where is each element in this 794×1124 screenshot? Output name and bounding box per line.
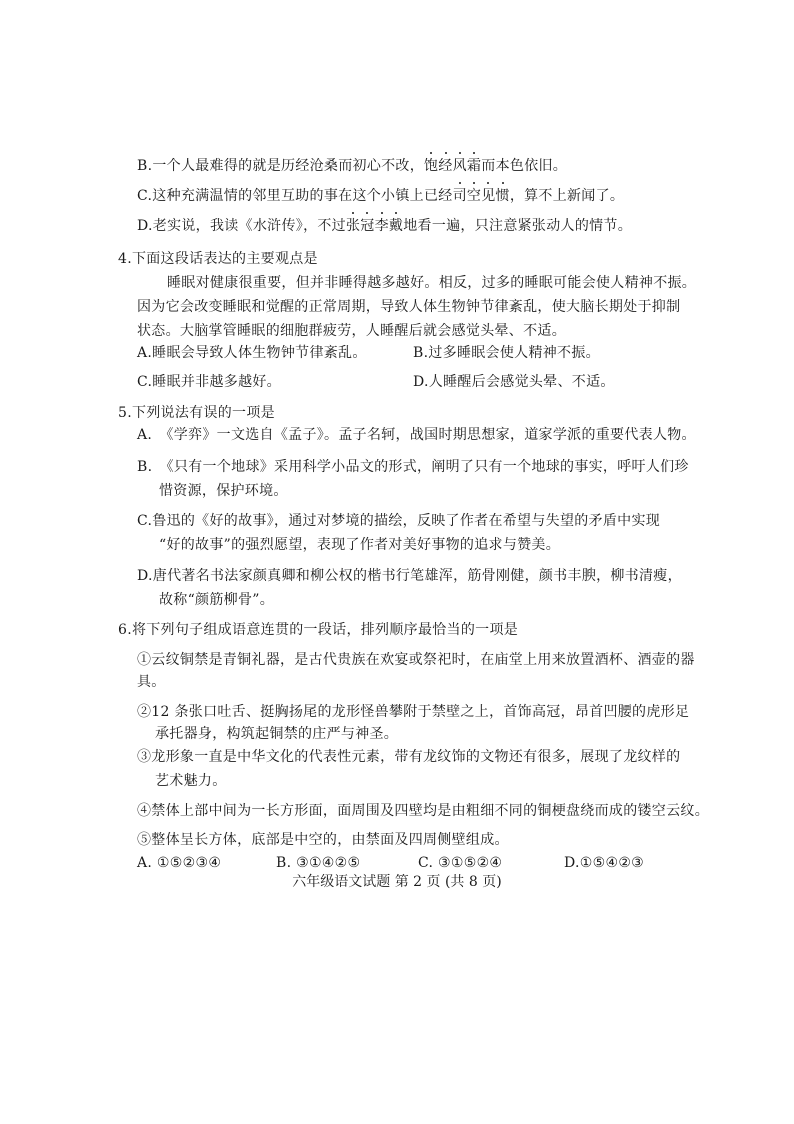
q4-passage-line-3: 状态。大脑掌管睡眠的细胞群疲劳，人睡醒后就会感觉头晕、不适。 [137,323,566,339]
q5-option-c-line-1: C.鲁迅的《好的故事》，通过对梦境的描绘，反映了作者在希望与失望的矛盾中实现 [137,513,661,529]
q5-option-a: A. 《学弈》一文选自《孟子》。孟子名轲，战国时期思想家，道家学派的重要代表人物。 [137,427,696,443]
q4-option-d: D.人睡醒后会感觉头晕、不适。 [413,374,615,390]
q5-option-d-line-1: D.唐代著名书法家颜真卿和柳公权的楷书行笔雄浑，筋骨刚健，颜书丰腴，柳书清瘦， [137,568,682,584]
q6-sentence-5: ⑤整体呈长方体，底部是中空的，由禁面及四周侧壁组成。 [137,832,509,848]
q6-stem: 6.将下列句子组成语意连贯的一段话，排列顺序最恰当的一项是 [118,622,519,638]
page-footer: 六年级语文试题 第 2 页 (共 8 页) [292,874,502,890]
q4-passage-line-2: 因为它会改变睡眠和觉醒的正常周期，导致人体生物钟节律紊乱，使大脑长期处于抑制 [137,299,681,315]
q3-option-b: B.一个人最难得的就是历经沧桑而初心不改，饱经风霜而本色依旧。 [137,158,568,174]
q5-option-d-line-2: 故称“颜筋柳骨”。 [159,592,275,608]
q6-sentence-2-line-2: 承托器身，构筑起铜禁的庄严与神圣。 [155,726,399,742]
q6-sentence-2-line-1: ②12 条张口吐舌、挺胸扬尾的龙形怪兽攀附于禁壁之上，首饰高冠，昂首凹腰的虎形足 [137,704,690,720]
q6-sentence-4: ④禁体上部中间为一长方形面，面周围及四壁均是由粗细不同的铜梗盘绕而成的镂空云纹。 [137,803,709,819]
q6-option-d: D.①⑤④②③ [564,855,645,871]
q5-option-b-line-1: B. 《只有一个地球》采用科学小品文的形式，阐明了只有一个地球的事实，呼吁人们珍 [137,459,689,475]
q5-stem: 5.下列说法有误的一项是 [118,405,275,421]
q4-stem: 4.下面这段话表达的主要观点是 [118,251,318,267]
q6-option-a: A. ①⑤②③④ [137,855,222,871]
q5-option-b-line-2: 惜资源，保护环境。 [159,483,288,499]
q6-sentence-3-line-2: 艺术魅力。 [155,773,227,789]
q6-sentence-1-line-2: 具。 [137,674,166,690]
q4-option-a: A.睡眠会导致人体生物钟节律紊乱。 [137,345,367,361]
q3-option-c: C.这种充满温情的邻里互助的事在这个小镇上已经司空见惯，算不上新闻了。 [137,188,625,204]
q5-option-c-line-2: “好的故事”的强烈愿望，表现了作者对美好事物的追求与赞美。 [159,537,561,553]
q6-sentence-1-line-1: ①云纹铜禁是青铜礼器，是古代贵族在欢宴或祭祀时，在庙堂上用来放置酒杯、酒壶的器 [137,652,695,668]
q6-sentence-3-line-1: ③龙形象一直是中华文化的代表性元素，带有龙纹饰的文物还有很多，展现了龙纹样的 [137,749,681,765]
q3-option-d: D.老实说，我读《水浒传》，不过张冠李戴地看一遍，只注意紧张动人的情节。 [137,218,633,234]
q6-option-c: C. ③①⑤②④ [418,855,503,871]
q4-option-b: B.过多睡眠会使人精神不振。 [413,345,600,361]
q6-option-b: B. ③①④②⑤ [276,855,361,871]
q4-passage-line-1: 睡眠对健康很重要，但并非睡得越多越好。相反，过多的睡眠可能会使人精神不振。 [167,275,697,291]
q4-option-c: C.睡眠并非越多越好。 [137,374,281,390]
